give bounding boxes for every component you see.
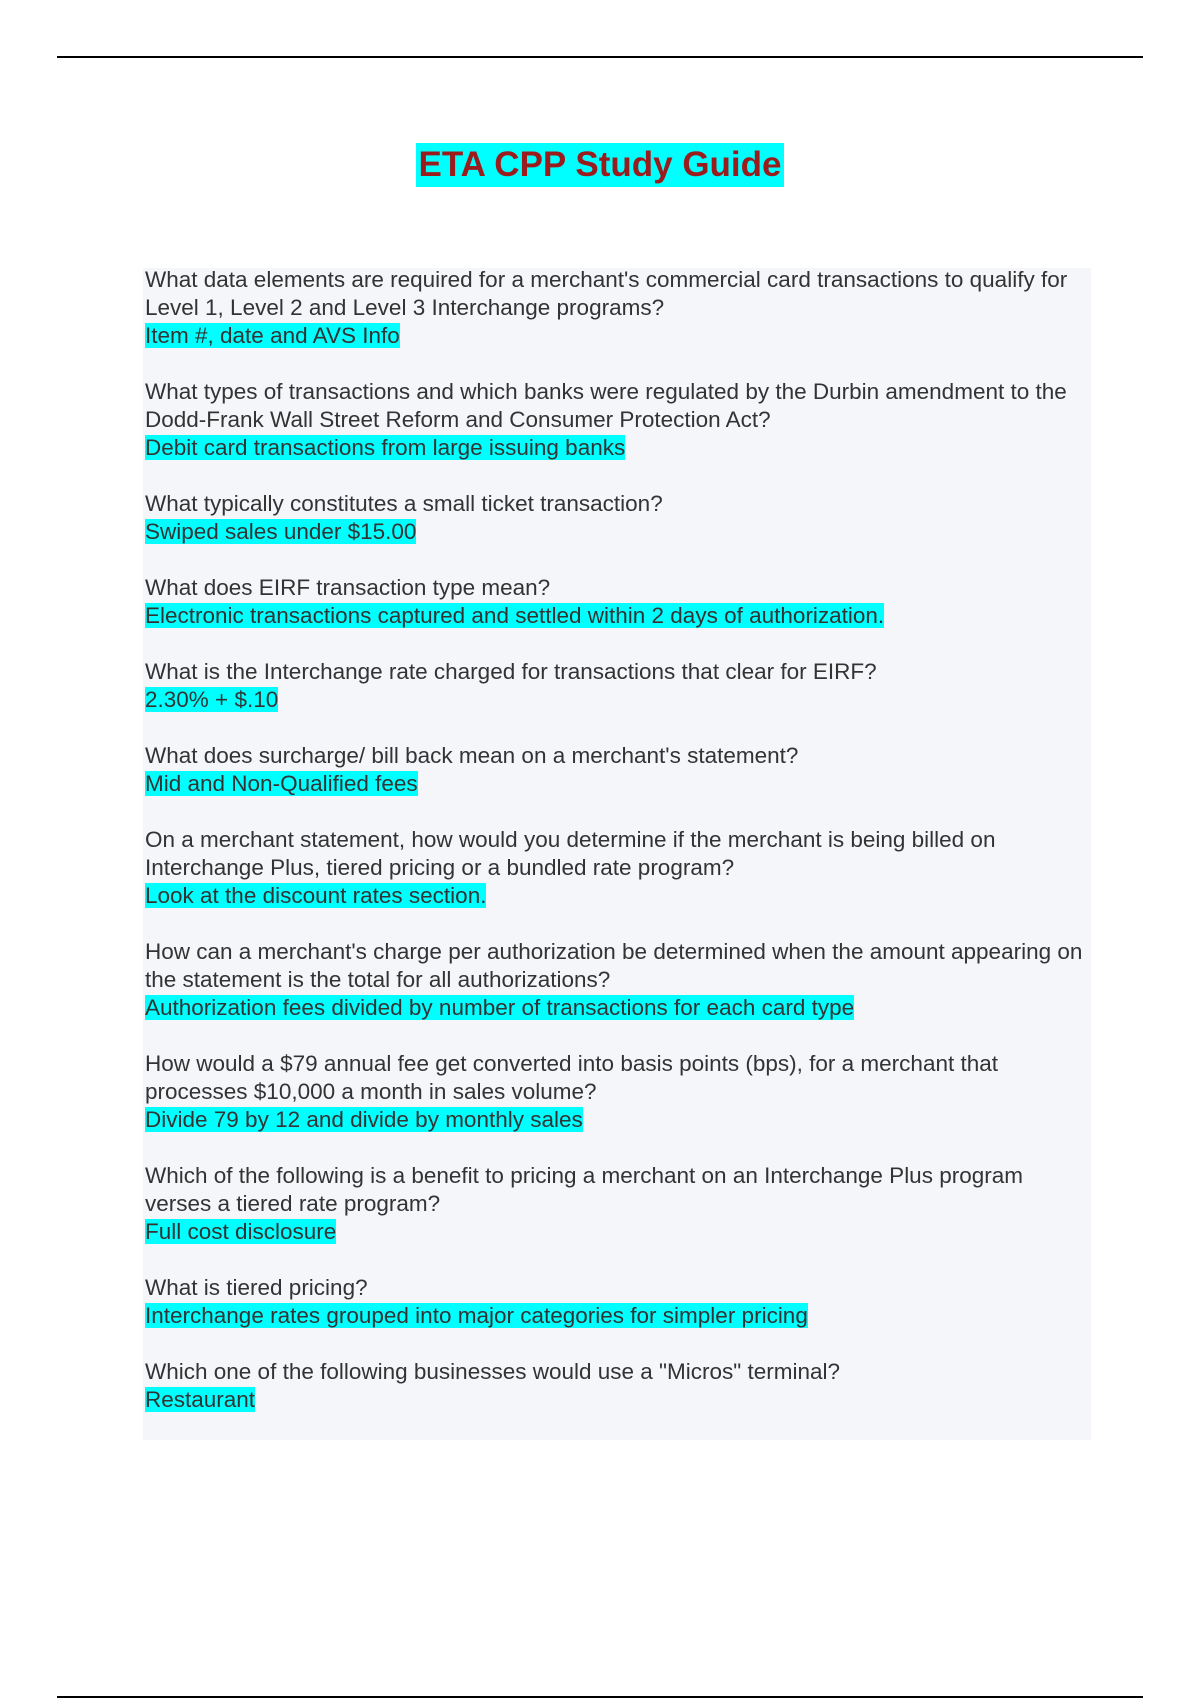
answer-highlight: Authorization fees divided by number of transactions for each card type	[145, 995, 855, 1020]
question-text: What typically constitutes a small ticket transaction?	[145, 491, 663, 516]
answer-text	[145, 994, 1085, 1022]
answer-highlight: Divide 79 by 12 and divide by monthly sales	[145, 1107, 583, 1132]
question-text: What does EIRF transaction type mean?	[145, 575, 551, 600]
answer-highlight: Restaurant	[145, 1387, 256, 1412]
answer-text	[145, 1218, 1085, 1246]
question-text: What is the Interchange rate charged for transactions that clear for EIRF?	[145, 659, 877, 684]
answer-text	[145, 1106, 1085, 1134]
answer-highlight: Look at the discount rates section.	[145, 883, 487, 908]
question-text: Which of the following is a benefit to pricing a merchant on an Interchange Plus program verses a tiered rate program?	[145, 1163, 1023, 1216]
answer-highlight: Mid and Non-Qualified fees	[145, 771, 418, 796]
answer-text	[145, 518, 1085, 546]
question-text: What does surcharge/ bill back mean on a merchant's statement?	[145, 743, 799, 768]
answer-text	[145, 770, 1085, 798]
question-text: On a merchant statement, how would you determine if the merchant is being billed on Interchange Plus, tiered pricing or a bundled rate program?	[145, 827, 996, 880]
qa-item-2	[145, 378, 1085, 462]
answer-highlight: Debit card transactions from large issuing banks	[145, 435, 626, 460]
answer-text	[145, 1302, 1085, 1330]
qa-item-5	[145, 658, 1085, 714]
answer-text	[145, 322, 1085, 350]
qa-item-10	[145, 1162, 1085, 1246]
qa-item-11	[145, 1274, 1085, 1330]
qa-item-6	[145, 742, 1085, 798]
answer-highlight: 2.30% + $.10	[145, 687, 279, 712]
answer-highlight: Electronic transactions captured and settled within 2 days of authorization.	[145, 603, 885, 628]
qa-item-7	[145, 826, 1085, 910]
document-title: ETA CPP Study Guide	[416, 143, 783, 187]
qa-list	[145, 266, 1085, 1442]
answer-highlight: Full cost disclosure	[145, 1219, 337, 1244]
answer-highlight: Interchange rates grouped into major categories for simpler pricing	[145, 1303, 808, 1328]
question-text: What data elements are required for a merchant's commercial card transactions to qualify for Level 1, Level 2 and Level 3 Interchange programs?	[145, 267, 1068, 320]
question-text: Which one of the following businesses would use a "Micros" terminal?	[145, 1359, 841, 1384]
answer-highlight: Item #, date and AVS Info	[145, 323, 400, 348]
qa-item-3	[145, 490, 1085, 546]
answer-text	[145, 1386, 1085, 1414]
question-text: How would a $79 annual fee get converted into basis points (bps), for a merchant that processes $10,000 a month in sales volume?	[145, 1051, 999, 1104]
question-text: How can a merchant's charge per authorization be determined when the amount appearing on the statement is the total for all authorizations?	[145, 939, 1083, 992]
footer-rule	[57, 1696, 1143, 1698]
qa-item-9	[145, 1050, 1085, 1134]
title-block	[0, 143, 1200, 187]
header-rule	[57, 56, 1143, 58]
answer-text	[145, 602, 1085, 630]
answer-text	[145, 686, 1085, 714]
qa-item-4	[145, 574, 1085, 630]
question-text: What types of transactions and which banks were regulated by the Durbin amendment to the Dodd-Frank Wall Street Reform and Consumer Protection Act?	[145, 379, 1067, 432]
answer-text	[145, 882, 1085, 910]
question-text: What is tiered pricing?	[145, 1275, 368, 1300]
qa-item-12	[145, 1358, 1085, 1414]
answer-text	[145, 434, 1085, 462]
answer-highlight: Swiped sales under $15.00	[145, 519, 417, 544]
qa-item-1	[145, 266, 1085, 350]
qa-item-8	[145, 938, 1085, 1022]
